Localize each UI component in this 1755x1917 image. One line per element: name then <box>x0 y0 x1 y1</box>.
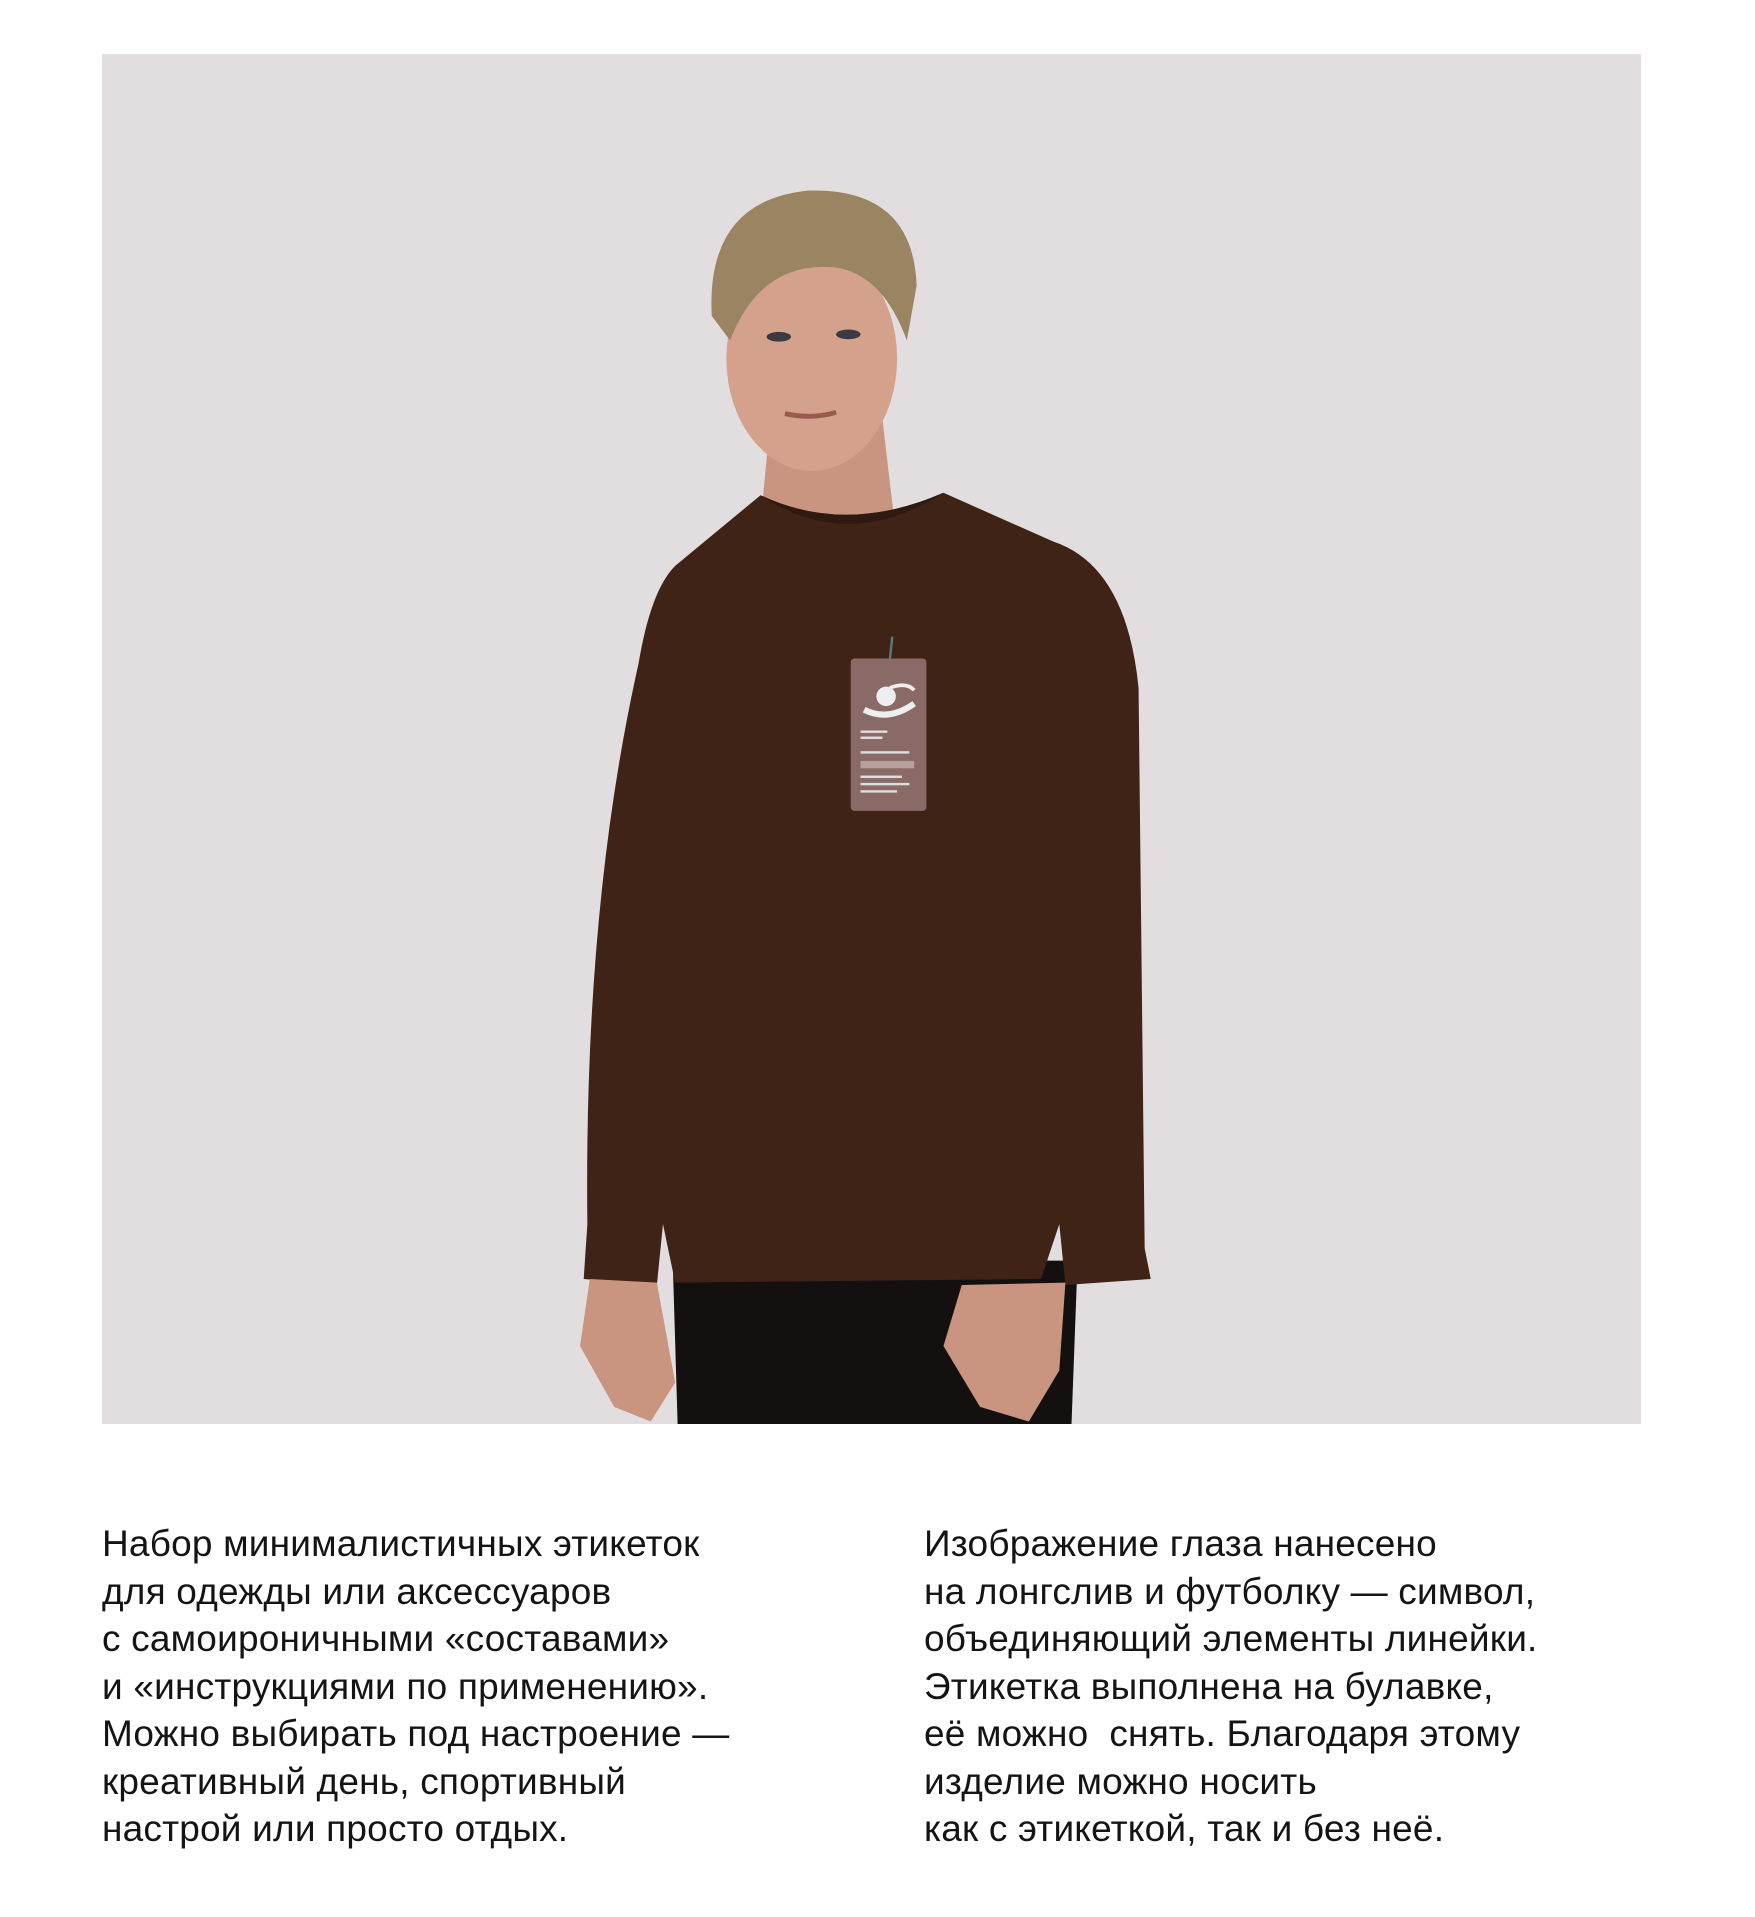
hang-tag <box>851 637 927 811</box>
text-line: креативный день, спортивный <box>102 1760 627 1802</box>
text-line: Можно выбирать под настроение — <box>102 1713 730 1754</box>
text-line: изделие можно носить <box>924 1760 1317 1802</box>
text-line: объединяющий элементы линейки. <box>924 1618 1538 1659</box>
description-left <box>102 1520 729 1853</box>
sweater <box>584 493 1151 1285</box>
text-line: на лонгслив и футболку — символ, <box>924 1570 1536 1612</box>
text-line: Набор минималистичных этикеток <box>102 1523 700 1564</box>
text-line: для одежды или аксессуаров <box>102 1570 612 1612</box>
description-right <box>924 1520 1538 1853</box>
text-line: Изображение глаза нанесено <box>924 1523 1437 1564</box>
text-line: как с этикеткой, так и без неё. <box>924 1808 1445 1849</box>
text-line: её можно снять. Благодаря этому <box>924 1713 1521 1754</box>
product-photo <box>102 54 1641 1424</box>
text-line: с самоироничными «составами» <box>102 1618 670 1659</box>
text-line: настрой или просто отдых. <box>102 1808 569 1849</box>
text-line: Этикетка выполнена на булавке, <box>924 1665 1494 1707</box>
model-illustration <box>102 54 1641 1424</box>
text-line: и «инструкциями по применению». <box>102 1665 709 1707</box>
